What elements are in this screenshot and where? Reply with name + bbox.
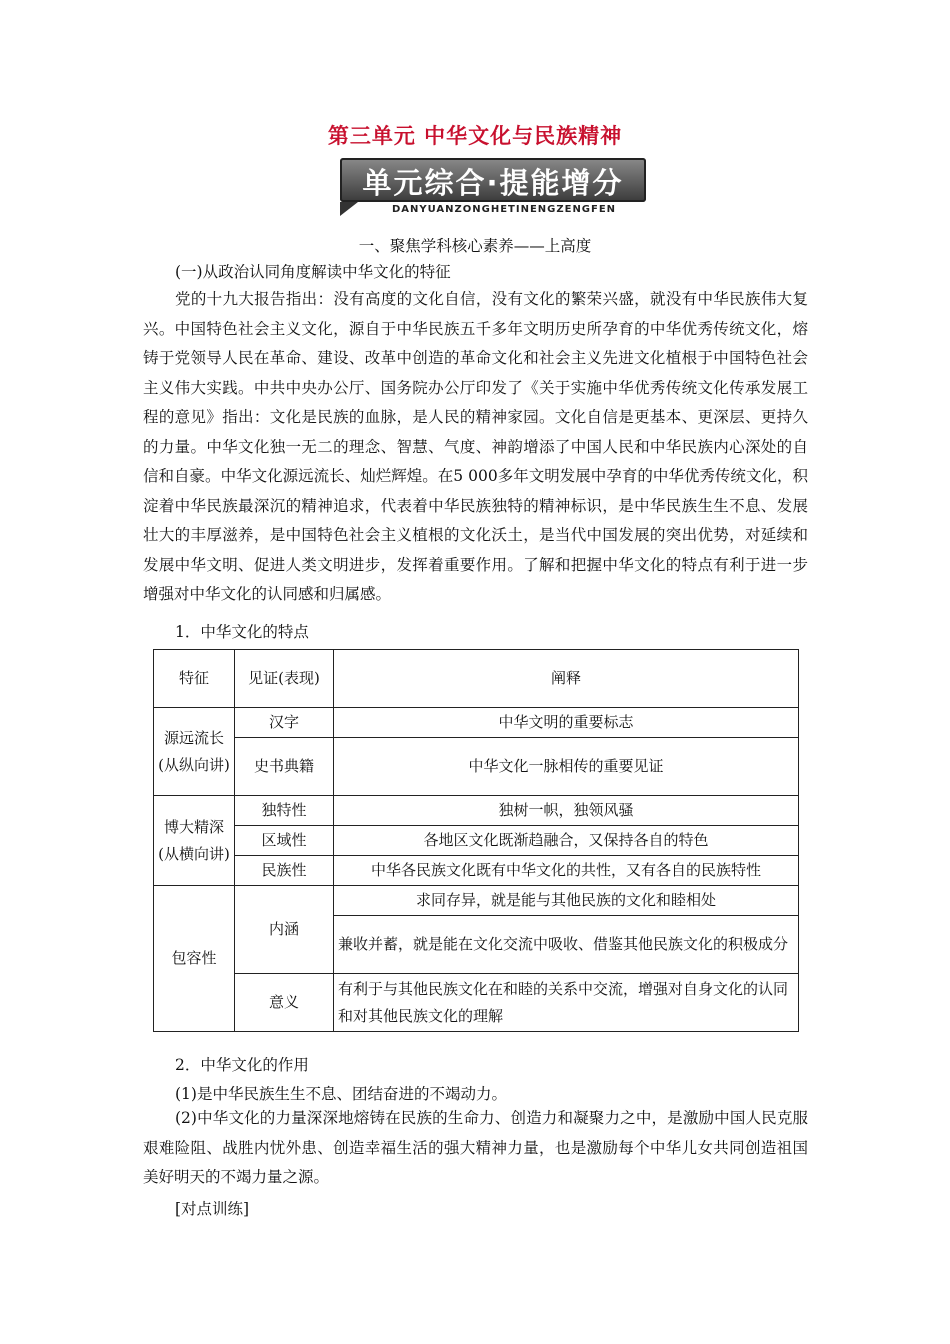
header-evidence: 见证(表现): [235, 650, 334, 708]
explanation-cell: 有利于与其他民族文化在和睦的关系中交流，增强对自身文化的认同和对其他民族文化的理解: [334, 974, 799, 1032]
feature-cell: 包容性: [154, 886, 235, 1032]
table-row: [154, 826, 799, 856]
item2-point1: (1)是中华民族生生不息、团结奋进的不竭动力。: [175, 1085, 507, 1103]
header-explanation: 阐释: [334, 650, 799, 708]
evidence-cell: 民族性: [235, 856, 334, 886]
header-feature: 特征: [154, 650, 235, 708]
banner-title: 单元综合·提能增分: [362, 166, 624, 200]
explanation-cell: 兼收并蓄，就是能在文化交流中吸收、借鉴其他民族文化的积极成分: [334, 916, 799, 974]
item2-point2: (2)中华文化的力量深深地熔铸在民族的生命力、创造力和凝聚力之中，是激励中国人民克服艰难险阻、战胜内忧外患、创造幸福生活的强大精神力量，也是激励每个中华儿女共同创造祖国美好明天的不竭力量之源。: [143, 1109, 808, 1186]
banner-subtitle: DANYUANZONGHETINENGZENGFEN: [391, 204, 617, 215]
explanation-cell: 各地区文化既渐趋融合，又保持各自的特色: [334, 826, 799, 856]
explanation-cell: 独树一帜，独领风骚: [334, 796, 799, 826]
section-heading: 一、聚焦学科核心素养——上高度: [358, 237, 592, 255]
banner-wedge: [340, 202, 358, 216]
explanation-cell: 中华文化一脉相传的重要见证: [334, 738, 799, 796]
intro-paragraph: 党的十九大报告指出：没有高度的文化自信，没有文化的繁荣兴盛，就没有中华民族伟大复兴。中国特色社会主义文化，源自于中华民族五千多年文明历史所孕育的中华优秀传统文化，熔铸于党领导人民在革命、建设、改革中创造的革命文化和社会主义先进文化植根于中国特色社会主义伟大实践。中共中央办公厅、国务院办公厅印发了《关于实施中华优秀传统文化传承发展工程的意见》指出：文化是民族的血脉，是人民的精神家园。文化自信是更基本、更深层、更持久的力量。中华文化独一无二的理念、智慧、气度、神韵增添了中国人民和中华民族内心深处的自信和自豪。中华文化源远流长、灿烂辉煌。在5 000多年文明发展中孕育的中华优秀传统文化，积淀着中华民族最深沉的精神追求，代表着中华民族独特的精神标识，是中华民族生生不息、发展壮大的丰厚滋养，是中国特色社会主义植根的文化沃土，是当代中国发展的突出优势，对延续和发展中华文明、促进人类文明进步，发挥着重要作用。了解和把握中华文化的特点有利于进一步增强对中华文化的认同感和归属感。: [143, 290, 808, 603]
sub-heading: (一)从政治认同角度解读中华文化的特征: [175, 263, 451, 281]
item2-title: 2．中华文化的作用: [175, 1056, 309, 1074]
explanation-cell: 求同存异，就是能与其他民族的文化和睦相处: [334, 886, 799, 916]
evidence-cell: 区域性: [235, 826, 334, 856]
evidence-cell: 独特性: [235, 796, 334, 826]
feature-cell: 博大精深(从横向讲): [154, 796, 235, 886]
table-header-row: [154, 650, 799, 708]
evidence-cell: 内涵: [235, 886, 334, 974]
unit-banner: [340, 158, 650, 222]
evidence-cell: 汉字: [235, 708, 334, 738]
table-row: [154, 856, 799, 886]
table-row: [154, 796, 799, 826]
explanation-cell: 中华文明的重要标志: [334, 708, 799, 738]
table-row: [154, 708, 799, 738]
evidence-cell: 史书典籍: [235, 738, 334, 796]
practice-label: [对点训练]: [175, 1200, 250, 1218]
table-row: [154, 886, 799, 916]
item1-title: 1．中华文化的特点: [175, 623, 309, 641]
evidence-cell: 意义: [235, 974, 334, 1032]
table-row: [154, 738, 799, 796]
features-table: [153, 649, 799, 1032]
unit-title: 第三单元 中华文化与民族精神: [327, 124, 623, 148]
table-row: [154, 974, 799, 1032]
explanation-cell: 中华各民族文化既有中华文化的共性，又有各自的民族特性: [334, 856, 799, 886]
feature-cell: 源远流长(从纵向讲): [154, 708, 235, 796]
